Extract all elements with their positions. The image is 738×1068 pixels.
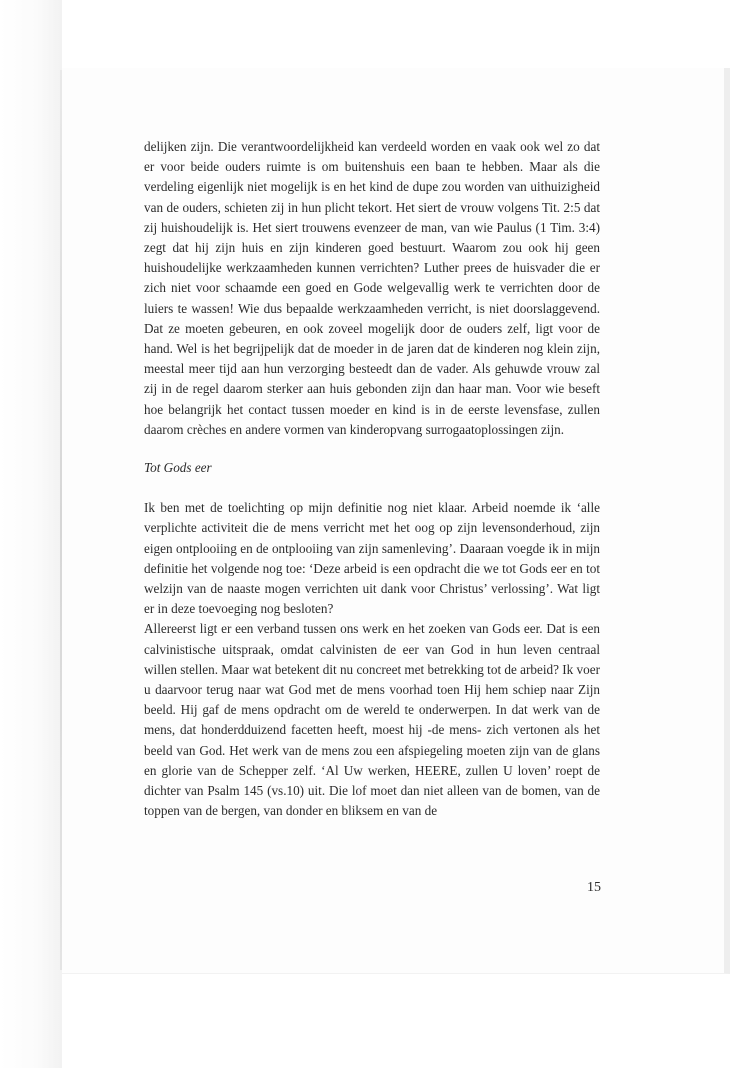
section-heading: Tot Gods eer — [144, 460, 212, 476]
paragraph-3: Allereerst ligt er een verband tussen ons werk en het zoeken van Gods eer. Dat is een calvinistische uitspraak, omdat calvinisten de eer van God in hun leven centraal willen stellen. Maar wat betekent dit nu concreet met betrekking tot de arbeid? Ik voer u daarvoor terug naar wat God met de mens voorhad toen Hij hem schiep naar Zijn beeld. Hij gaf de mens opdracht om de wereld te onderwerpen. In dat werk van de mens, dat honderdduizend facetten heeft, moest hij -de mens- zich vertonen als het beeld van God. Het werk van de mens zou een afspiegeling moeten zijn van de glans en glorie van de Schepper zelf. ‘Al Uw werken, HEERE, zullen U loven’ roept de dichter van Psalm 145 (vs.10) uit. Die lof moet dan niet alleen van de bomen, van de toppen van de bergen, van donder en bliksem en van de — [144, 621, 600, 819]
paragraph-1: delijken zijn. Die verantwoordelijkheid kan verdeeld worden en vaak ook wel zo dat er voor beide ouders ruimte is om buitenshuis een baan te hebben. Maar als die verdeling eigenlijk niet mogelijk is en het kind de dupe zou worden van uithuizigheid van de ouders, schieten zij in hun plicht tekort. Het siert de vrouw volgens Tit. 2:5 dat zij huishoudelijk is. Het siert trouwens evenzeer de man, van wie Paulus (1 Tim. 3:4) zegt dat hij zijn huis en zijn kinderen goed bestuurt. Waarom zou ook hij geen huishoudelijke werkzaamheden kunnen verrichten? Luther prees de huisvader die er zich niet voor schaamde een goed en Gode welgevallig werk te verrichten door de luiers te wassen! Wie dus bepaalde werkzaamheden verricht, is niet doorslaggevend. Dat ze moeten gebeuren, en ook zoveel mogelijk door de ouders zelf, ligt voor de hand. Wel is het begrijpelijk dat de moeder in de jaren dat de kinderen nog klein zijn, meestal meer tijd aan hun verzorging besteedt dan de vader. Als gehuwde vrouw zal zij in de regel daarom sterker aan huis gebonden zijn dan haar man. Voor wie beseft hoe belangrijk het contact tussen moeder en kind is in de eerste levensfase, zullen daarom crèches en andere vormen van kinderopvang surrogaatoplossingen zijn. — [144, 139, 600, 437]
body-text — [144, 137, 600, 822]
scan-margin — [0, 0, 62, 1068]
page-number: 15 — [587, 880, 601, 895]
paragraph-2: Ik ben met de toelichting op mijn definitie nog niet klaar. Arbeid noemde ik ‘alle verplichte activiteit die de mens verricht met het oog op zijn levensonderhoud, zijn eigen ontplooiing en de ontplooiing van zijn samenleving’. Daaraan voegde ik in mijn definitie het volgende nog toe: ‘Deze arbeid is een opdracht die we tot Gods eer en tot welzijn van de naaste mogen verrichten uit dank voor Christus’ verlossing’. Wat ligt er in deze toevoeging nog besloten? — [144, 500, 600, 617]
